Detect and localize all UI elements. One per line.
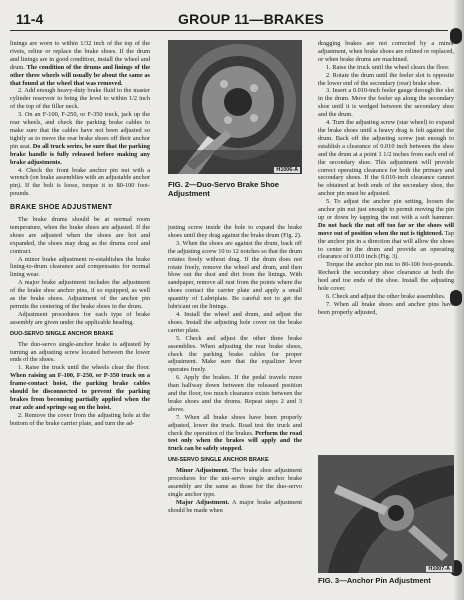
bold-text: Major Adjustment. xyxy=(176,498,230,506)
column-2 xyxy=(168,224,302,515)
paragraph: 7. When all brake shoes and anchor pins have been properly adjusted, xyxy=(318,300,454,316)
paragraph: The duo-servo single-anchor brake is adjusted by turning an adjusting screw located between the lower ends of the shoes. xyxy=(10,340,150,364)
bold-text: The condition of the drums and linings of the other three wheels will usually be about the same as that found at the wheel that was removed. xyxy=(10,63,150,87)
paragraph: 2. Remove the cover from the adjusting hole at the bottom of the brake carrier plate, and turn the ad- xyxy=(10,411,150,427)
text: 3. On an F-100, F-250, or F-350 truck, jack up the rear wheels, and check the parking brake cables to make sure that the cables have not been adjusted so tightly as to move the rear brake shoes off their anchor pin seat. xyxy=(10,111,150,150)
paragraph: Adjustment procedures for each type of brake assembly are given under the applicable heading. xyxy=(10,310,150,326)
text: 7. When all brake shoes have been properly adjusted, lower the truck. Road test the truck and check the operation of the brakes. xyxy=(168,413,302,437)
figure-2-photo xyxy=(168,40,302,174)
group-title: GROUP 11—BRAKES xyxy=(178,11,324,27)
paragraph: 4. Install the wheel and drum, and adjust the shoes. Install the adjusting hole cover on the brake carrier plate. xyxy=(168,310,302,334)
text: linings are worn to within 1/32 inch of the top of the rivets, reline or replace the brake shoes. If the drum and linings are in good condition, install the wheel and drum. xyxy=(10,40,150,71)
bold-text: Do all truck series, be sure that the parking brake handle is fully released before making any brake adjustments. xyxy=(10,142,150,166)
text: 5. To adjust the anchor pin setting, loosen the anchor pin nut just enough to permit moving the pin up or down by tapping the nut with a soft hammer. xyxy=(318,198,454,221)
paragraph: A minor brake adjustment re-establishes the brake lining-to-drum clearance and compensates for normal lining wear. xyxy=(10,255,150,279)
paragraph: 6. Check and adjust the other brake assemblies. xyxy=(326,293,446,300)
paragraph: 2. Add enough heavy-duty brake fluid to the master cylinder reservoir to bring the level to within 1/2 inch of the top of the filler neck. xyxy=(10,87,150,111)
paragraph: 3. Insert a 0.010-inch feeler gauge through the slot in the drum. Move the feeler up along the secondary shoe until it is wedged between the secondary shoe and the drum. xyxy=(318,87,454,119)
paragraph: 4. Check the front brake anchor pin nut with a wrench (on brake assemblies with an adjustable anchor pin). If the bolt is loose, torque it to 80-100 foot-pounds. xyxy=(10,166,150,198)
paragraph xyxy=(168,499,302,515)
subsection-heading: DUO-SERVO SINGLE ANCHOR BRAKE xyxy=(10,330,114,337)
paragraph: 5. Check and adjust the other three brake assemblies. When adjusting the rear brake shoes, check the parking brake cables for proper adjustment. Make sure that the equalizer lever operates freely. xyxy=(168,334,302,374)
brake-adjustment-photo xyxy=(168,40,302,174)
header-rule xyxy=(10,30,448,31)
paragraph xyxy=(168,414,302,454)
figure-code: H1006-A xyxy=(276,167,298,173)
page-header xyxy=(6,8,446,30)
column-3 xyxy=(318,40,454,317)
paragraph: 3. When the shoes are against the drum, back off the adjusting screw 10 to 12 notches so that the drum rotates freely without drag. If the drum does not rotate freely, remove the wheel and drum, and then blow out the dust and dirt from the linings. With sandpaper, remove all rust from the points where the shoes contact the carrier plate and apply a small quantity of Lubriplate. Be careful not to get the lubricant on the linings. xyxy=(168,239,302,311)
section-heading: BRAKE SHOE ADJUSTMENT xyxy=(10,204,113,212)
figure-3-caption: FIG. 3—Anchor Pin Adjustment xyxy=(318,576,431,585)
bold-text: Do not back the nut off too far or the shoes will move out of position when the nut is tightened. xyxy=(318,221,454,237)
bold-text: When raising an F-100, F-250, or P-350 truck on a frame-contact hoist, the parking brake cables should be disconnected to prevent the parking brakes from becoming partially applied when the rear axle and springs sag on the hoist. xyxy=(10,372,150,411)
text: Tap the anchor pin in a direction that will allow the shoes to center in the drum and provide an operating clearance of 0.010 inch (Fig. 3). xyxy=(318,229,454,261)
paragraph xyxy=(10,364,150,411)
paragraph: 2. Rotate the drum until the feeler slot is opposite the lower end of the secondary (rear) brake shoe. xyxy=(318,71,454,87)
text: The brake shoe adjustment procedures for the uni-servo single anchor brake assembly are the same as those for the duo-servo single anchor type. xyxy=(168,467,302,498)
paragraph: justing screw inside the hole to expand the brake shoes until they drag against the brake drum (Fig. 2). xyxy=(168,224,302,239)
figure-3-photo xyxy=(318,455,454,573)
paragraph: Torque the anchor pin nut to 80-100 foot-pounds. Recheck the secondary shoe clearance at both the heel and toe ends of the shoe. Install the adjusting hole cover. xyxy=(318,261,454,293)
page-number: 11-4 xyxy=(16,11,44,27)
paragraph xyxy=(318,198,454,261)
bold-text: Perform the road test only when the brakes will apply and the truck can be safely stopped. xyxy=(168,429,302,453)
figure-2-caption: FIG. 2—Duo-Servo Brake Shoe Adjustment xyxy=(168,180,279,198)
paragraph: 4. Turn the adjusting screw (star wheel) to expand the brake shoes until a heavy drag is felt against the drum. Back off the adjusting screw just enough to establish a clearance of 0.010 inch between the shoe and the drum at a point 1 1/2 inches from each end of the secondary shoe. This adjustment will provide correct operating clearance for both the primary and secondary shoes. If the 0.010-inch clearance cannot be obtained at both ends of the secondary shoe, the anchor pin must be adjusted. xyxy=(318,119,454,198)
bold-text: Minor Adjustment. xyxy=(176,467,229,475)
text: A major brake adjustment should be made when xyxy=(168,498,302,514)
anchor-pin-photo xyxy=(318,455,454,573)
paragraph: 6. Apply the brakes. If the pedal travels more than halfway down between the released position and the floor, too much clearance exists between the brake shoes and the drums. Repeat steps 2 and 3 above. xyxy=(168,374,302,413)
paragraph xyxy=(10,40,150,87)
text: 1. Raise the truck until the wheels clear the floor. xyxy=(18,364,150,372)
paragraph: dragging brakes are not corrected by a minor adjustment, when brake shoes are relined or replaced, or when brake drums are machined. xyxy=(318,40,454,63)
paragraph xyxy=(168,467,302,499)
paragraph: The brake drums should be at normal room temperature, when the brake shoes are adjusted. If the shoes are adjusted when the shoes are hot and expanded, the shoes may drag as the drums cool and contract. xyxy=(10,216,150,255)
paragraph: A major brake adjustment includes the adjustment of the brake shoe anchor pins, if so equipped, as well as the brake shoes. Adjustment of the anchor pin permits the centering of the brake shoes in the drum. xyxy=(10,279,150,310)
paragraph: 1. Raise the truck until the wheel clears the floor. xyxy=(326,63,450,71)
subsection-heading: UNI-SERVO SINGLE ANCHOR BRAKE xyxy=(168,457,269,464)
column-1 xyxy=(10,40,150,428)
paragraph xyxy=(10,111,150,166)
figure-code: H1007-A xyxy=(428,566,450,572)
